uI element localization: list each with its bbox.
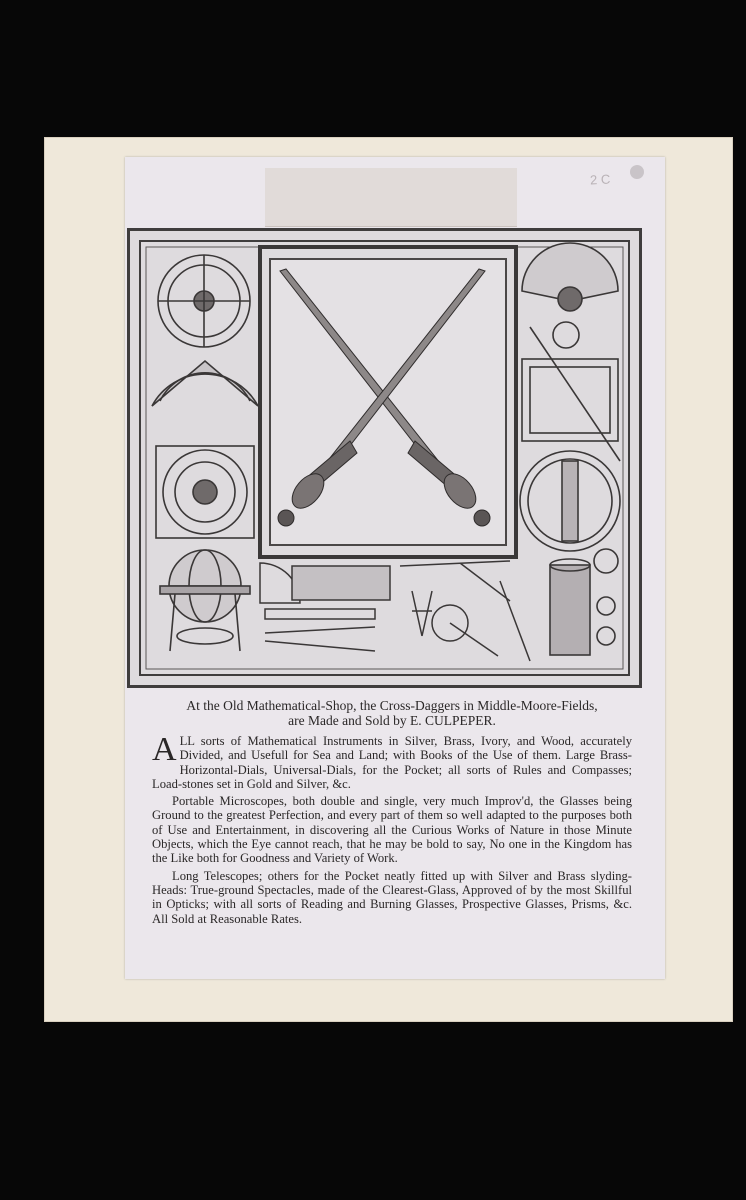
bottom-instruments: [260, 561, 530, 661]
central-panel: [260, 247, 516, 557]
shop-heading: [152, 698, 632, 728]
engraving-illustration: [127, 228, 642, 688]
paragraph-instruments-text: LL sorts of Mathematical Instruments in Silver, Brass, Ivory, and Wood, accurately Divided, and Usefull for Sea and Land; with Books of the Use of them. Large Brass-Horizontal-Dials, Universal-Dials, for the Pocket; all sorts of Rules and Compasses; Load-stones set in Gold and Silver, &c.: [152, 734, 632, 791]
paper-tape-strip: [265, 168, 517, 227]
pencil-annotation: 2 C: [589, 171, 611, 188]
left-instruments: [152, 255, 258, 651]
paragraph-microscopes: Portable Microscopes, both double and single, very much Improv'd, the Glasses being Ground to the greatest Perfection, and every part of them so well adapted to the purposes both of Use and Entertainment, in discovering all the Curious Works of Nature in those Minute Objects, which the Eye cannot reach, that he may be bold to say, No one in the Kingdom has the Like both for Goodness and Variety of Work.: [152, 794, 632, 866]
paragraph-instruments: [152, 731, 632, 791]
paragraph-telescopes: Long Telescopes; others for the Pocket neatly fitted up with Silver and Brass slyding-Heads: True-ground Spectacles, made of the Clearest-Glass, Approved of by the most Skillful in Opticks; with all sorts of Reading and Burning Glasses, Prospective Glasses, Prisms, &c. All Sold at Reasonable Rates.: [152, 868, 632, 926]
engraving-artwork: [130, 231, 639, 685]
paper-damage-spot: [630, 165, 644, 179]
drop-cap: A: [152, 731, 177, 768]
right-instruments: [520, 243, 620, 655]
shop-heading-line2: are Made and Sold by E. CULPEPER.: [288, 713, 496, 728]
shop-heading-line1: At the Old Mathematical-Shop, the Cross-Daggers in Middle-Moore-Fields,: [186, 698, 598, 713]
trade-card-text: [152, 698, 632, 929]
